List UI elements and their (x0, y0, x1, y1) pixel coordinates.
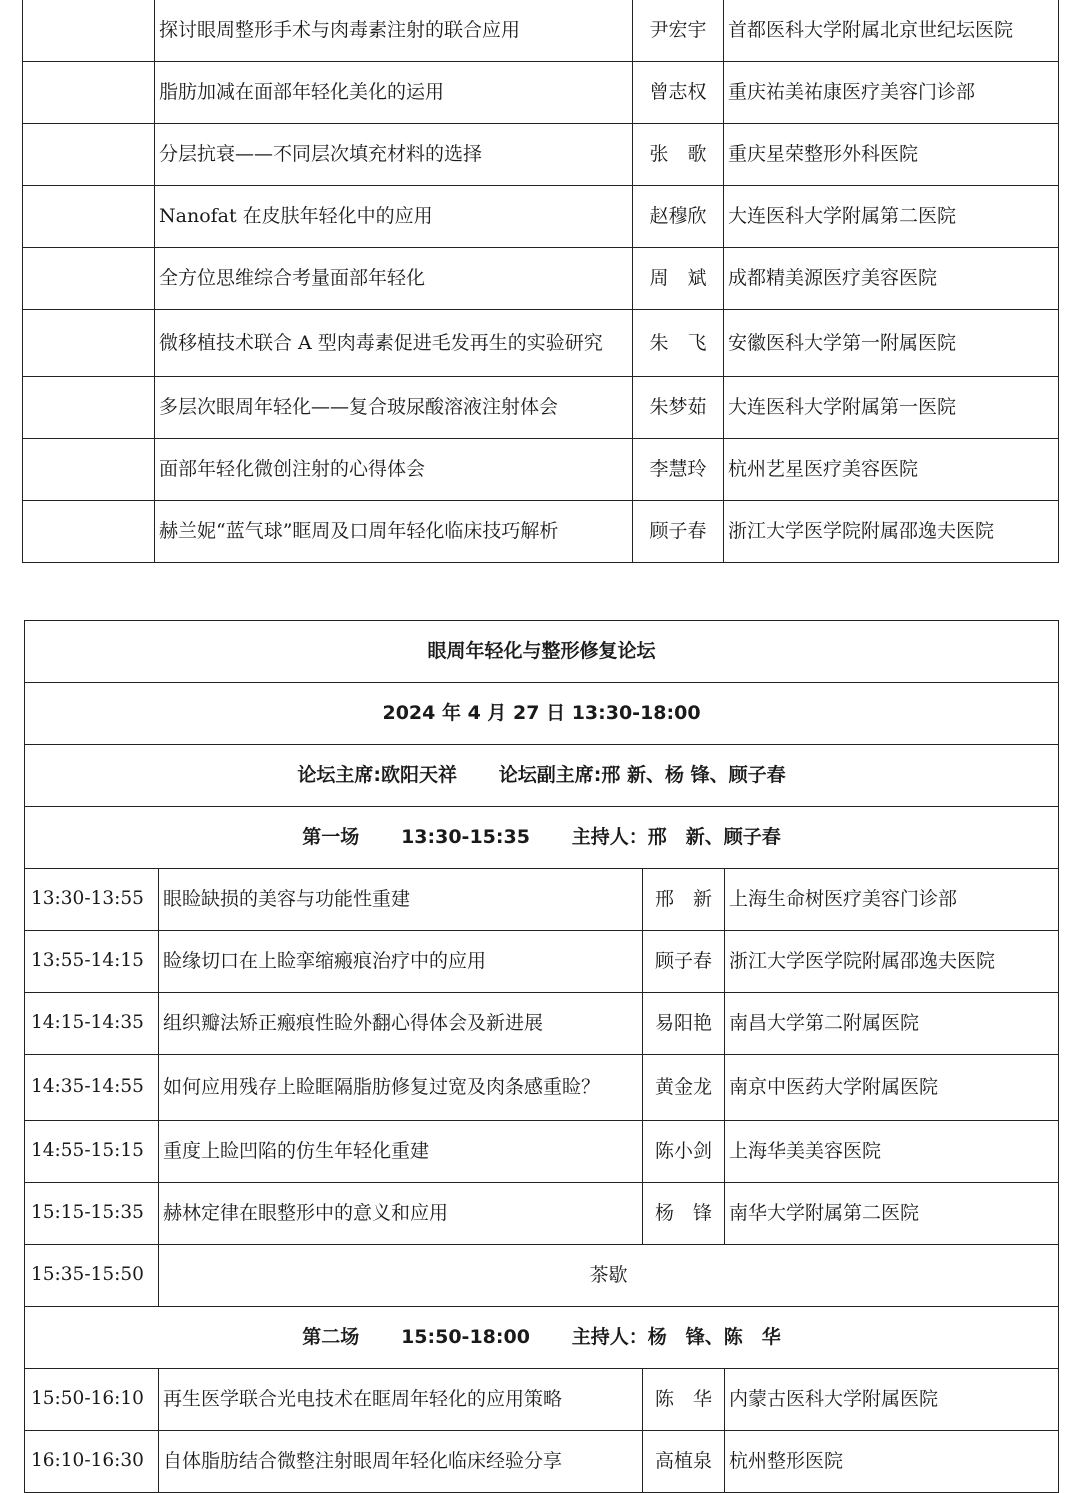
time-cell (23, 248, 155, 310)
topic-cell: 全方位思维综合考量面部年轻化 (155, 248, 633, 310)
time-cell (23, 0, 155, 62)
session-header (25, 807, 1059, 869)
hospital-cell: 杭州整形医院 (725, 1431, 1059, 1493)
speaker-cell: 赵穆欣 (633, 186, 724, 248)
speaker-cell: 曾志权 (633, 62, 724, 124)
hospital-cell: 内蒙古医科大学附属医院 (725, 1369, 1059, 1431)
forum-chair: 论坛主席:欧阳天祥 (297, 764, 457, 787)
hospital-cell: 上海华美美容医院 (725, 1121, 1059, 1183)
time-cell (23, 377, 155, 439)
table-row (23, 248, 1059, 310)
speaker-cell: 朱 飞 (633, 310, 724, 377)
table-row (23, 439, 1059, 501)
forum-chairs (25, 745, 1059, 807)
topic-cell: 眼睑缺损的美容与功能性重建 (159, 869, 643, 931)
topic-cell: 重度上睑凹陷的仿生年轻化重建 (159, 1121, 643, 1183)
hospital-cell: 大连医科大学附属第二医院 (724, 186, 1059, 248)
topic-cell: 探讨眼周整形手术与肉毒素注射的联合应用 (155, 0, 633, 62)
topic-cell: 如何应用残存上睑眶隔脂肪修复过宽及肉条感重睑？ (159, 1055, 643, 1121)
table-row (25, 1055, 1059, 1121)
topic-cell: 组织瓣法矫正瘢痕性睑外翻心得体会及新进展 (159, 993, 643, 1055)
hospital-cell: 南京中医药大学附属医院 (725, 1055, 1059, 1121)
hospital-cell: 上海生命树医疗美容门诊部 (725, 869, 1059, 931)
session-host: 主持人：杨 锋、陈 华 (571, 1326, 781, 1349)
time-cell (23, 501, 155, 563)
table-row (23, 62, 1059, 124)
speaker-cell: 杨 锋 (643, 1183, 725, 1245)
table-row (23, 310, 1059, 377)
break-row (25, 1245, 1059, 1307)
speaker-table-continued (22, 0, 1059, 563)
table-row (23, 377, 1059, 439)
topic-cell: 再生医学联合光电技术在眶周年轻化的应用策略 (159, 1369, 643, 1431)
time-cell: 13:30-13:55 (25, 869, 159, 931)
speaker-cell: 李慧玲 (633, 439, 724, 501)
speaker-cell: 陈 华 (643, 1369, 725, 1431)
time-cell: 14:35-14:55 (25, 1055, 159, 1121)
speaker-cell: 朱梦茹 (633, 377, 724, 439)
hospital-cell: 重庆星荣整形外科医院 (724, 124, 1059, 186)
topic-cell: 赫林定律在眼整形中的意义和应用 (159, 1183, 643, 1245)
topic-cell: 赫兰妮“蓝气球”眶周及口周年轻化临床技巧解析 (155, 501, 633, 563)
hospital-cell: 安徽医科大学第一附属医院 (724, 310, 1059, 377)
hospital-cell: 杭州艺星医疗美容医院 (724, 439, 1059, 501)
time-cell (23, 310, 155, 377)
time-cell: 14:55-15:15 (25, 1121, 159, 1183)
table-row (23, 501, 1059, 563)
table-row (25, 869, 1059, 931)
hospital-cell: 重庆祐美祐康医疗美容门诊部 (724, 62, 1059, 124)
speaker-cell: 张 歌 (633, 124, 724, 186)
forum-datetime: 2024 年 4 月 27 日 13:30-18:00 (25, 683, 1059, 745)
speaker-cell: 顾子春 (633, 501, 724, 563)
table-row (25, 1121, 1059, 1183)
time-cell: 15:50-16:10 (25, 1369, 159, 1431)
table-row (25, 1183, 1059, 1245)
topic-cell: 自体脂肪结合微整注射眼周年轻化临床经验分享 (159, 1431, 643, 1493)
session-time: 13:30-15:35 (401, 826, 530, 849)
time-cell: 16:10-16:30 (25, 1431, 159, 1493)
topic-cell: 脂肪加减在面部年轻化美化的运用 (155, 62, 633, 124)
topic-cell: 面部年轻化微创注射的心得体会 (155, 439, 633, 501)
time-cell: 15:35-15:50 (25, 1245, 159, 1307)
speaker-cell: 高植泉 (643, 1431, 725, 1493)
hospital-cell: 成都精美源医疗美容医院 (724, 248, 1059, 310)
table-row (25, 993, 1059, 1055)
time-cell (23, 439, 155, 501)
table-row (23, 186, 1059, 248)
speaker-cell: 邢 新 (643, 869, 725, 931)
speaker-cell: 陈小剑 (643, 1121, 725, 1183)
topic-cell: 分层抗衰——不同层次填充材料的选择 (155, 124, 633, 186)
topic-cell: 睑缘切口在上睑挛缩瘢痕治疗中的应用 (159, 931, 643, 993)
hospital-cell: 浙江大学医学院附属邵逸夫医院 (725, 931, 1059, 993)
time-cell (23, 186, 155, 248)
forum-vice-chairs: 论坛副主席:邢 新、杨 锋、顾子春 (498, 764, 786, 787)
table-row (25, 931, 1059, 993)
topic-cell: 微移植技术联合 A 型肉毒素促进毛发再生的实验研究 (155, 310, 633, 377)
time-cell (23, 62, 155, 124)
speaker-cell: 尹宏宇 (633, 0, 724, 62)
time-cell: 15:15-15:35 (25, 1183, 159, 1245)
topic-cell: Nanofat 在皮肤年轻化中的应用 (155, 186, 633, 248)
session-header (25, 1307, 1059, 1369)
hospital-cell: 南昌大学第二附属医院 (725, 993, 1059, 1055)
time-cell (23, 124, 155, 186)
break-label: 茶歇 (159, 1245, 1059, 1307)
session-time: 15:50-18:00 (401, 1326, 530, 1349)
table-row (23, 124, 1059, 186)
speaker-cell: 易阳艳 (643, 993, 725, 1055)
hospital-cell: 大连医科大学附属第一医院 (724, 377, 1059, 439)
hospital-cell: 浙江大学医学院附属邵逸夫医院 (724, 501, 1059, 563)
session-name: 第二场 (302, 1326, 360, 1349)
table-row (25, 1431, 1059, 1493)
time-cell: 13:55-14:15 (25, 931, 159, 993)
speaker-cell: 黄金龙 (643, 1055, 725, 1121)
session-host: 主持人：邢 新、顾子春 (571, 826, 781, 849)
forum-schedule-table (24, 620, 1059, 1493)
table-row (23, 0, 1059, 62)
forum-title: 眼周年轻化与整形修复论坛 (25, 621, 1059, 683)
speaker-cell: 顾子春 (643, 931, 725, 993)
speaker-cell: 周 斌 (633, 248, 724, 310)
topic-cell: 多层次眼周年轻化——复合玻尿酸溶液注射体会 (155, 377, 633, 439)
session-name: 第一场 (302, 826, 360, 849)
hospital-cell: 南华大学附属第二医院 (725, 1183, 1059, 1245)
time-cell: 14:15-14:35 (25, 993, 159, 1055)
hospital-cell: 首都医科大学附属北京世纪坛医院 (724, 0, 1059, 62)
table-row (25, 1369, 1059, 1431)
